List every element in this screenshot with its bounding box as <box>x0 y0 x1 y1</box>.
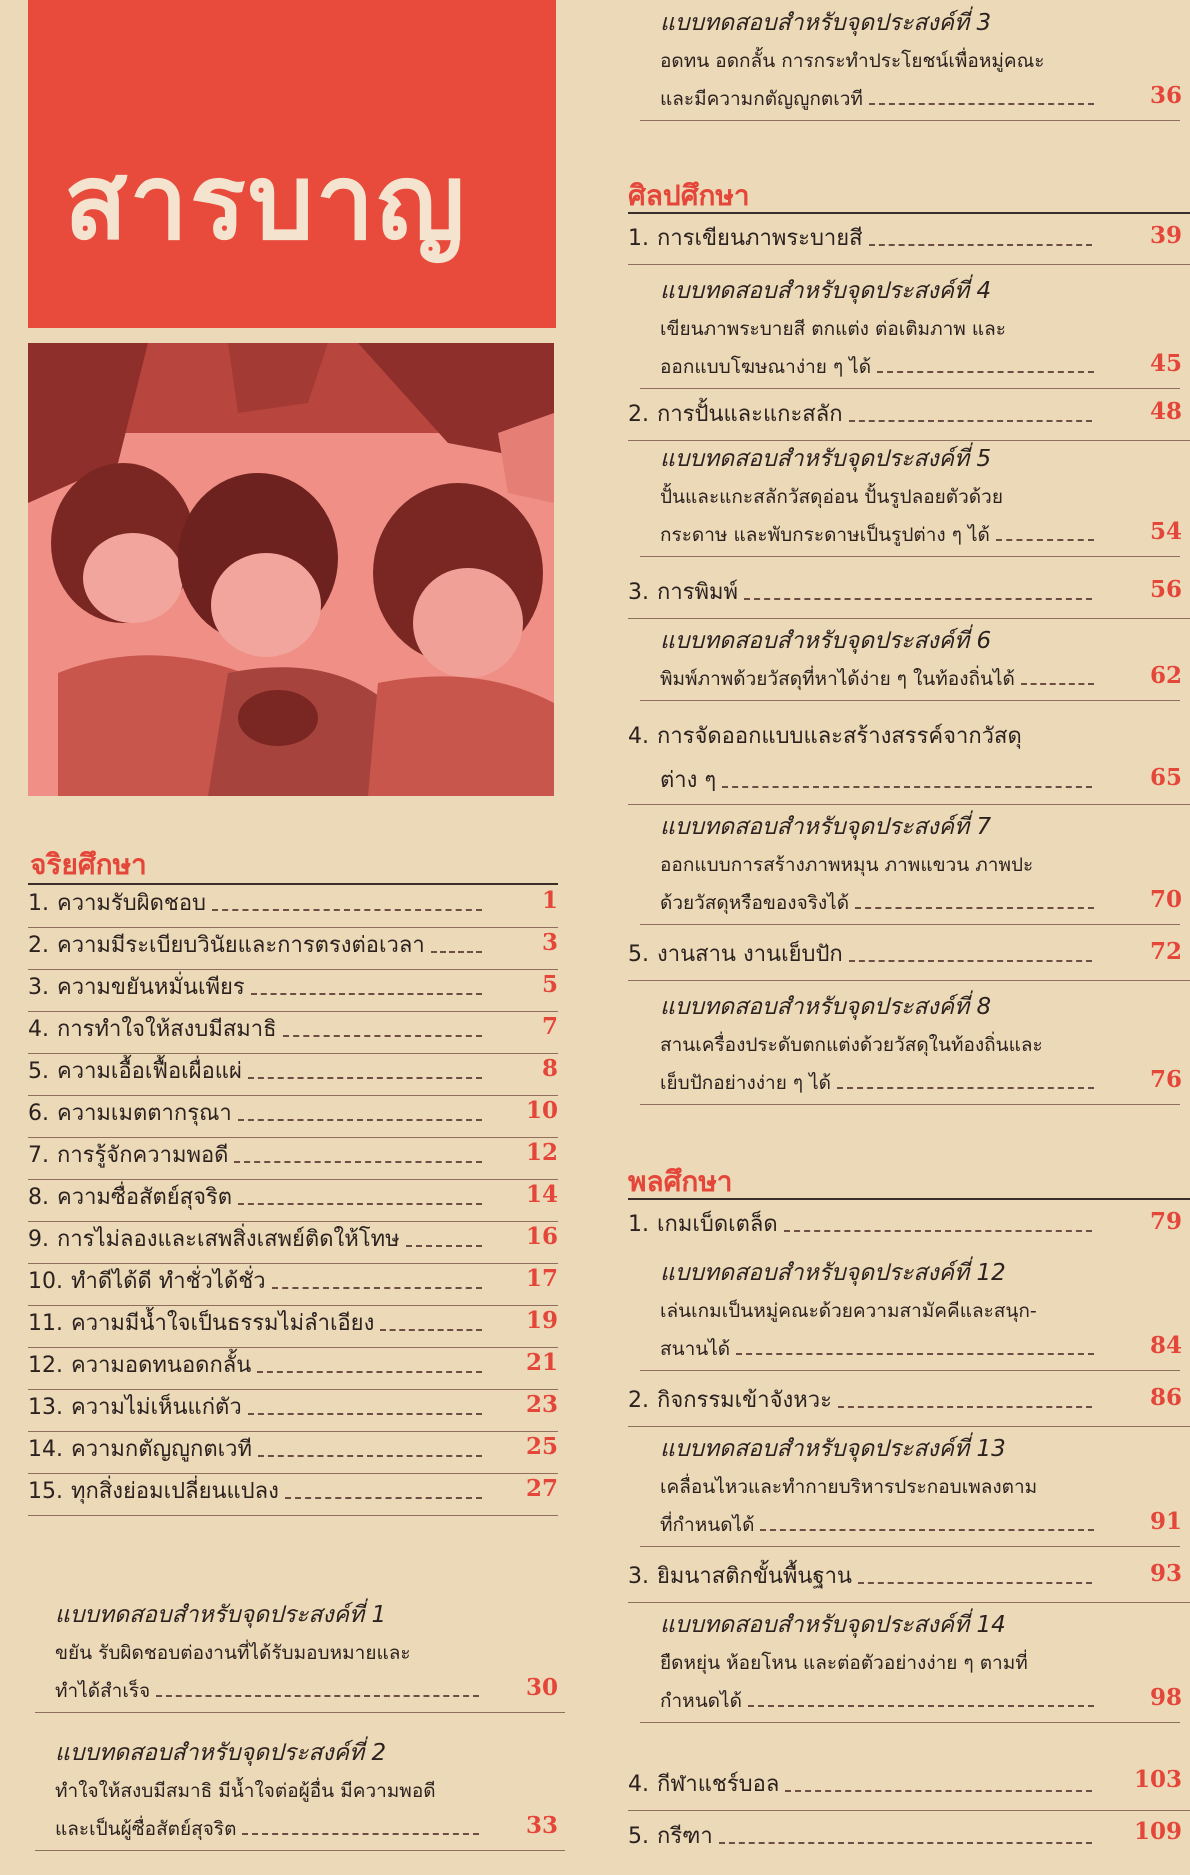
section-title-art: ศิลปศึกษา <box>628 179 750 212</box>
test-page-number: 62 <box>1149 662 1182 689</box>
entry-number: 1. <box>28 891 49 916</box>
entry-number: 15. <box>28 1479 63 1504</box>
row-divider <box>640 556 1180 557</box>
dot-leader <box>238 1119 482 1121</box>
test-page-number: 98 <box>1149 1684 1182 1711</box>
row-divider <box>28 1515 558 1516</box>
entry-label: การจัดออกแบบและสร้างสรรค์จากวัสดุ <box>657 724 1022 749</box>
entry-number: 5. <box>628 1824 649 1849</box>
page-number: 93 <box>1149 1560 1182 1587</box>
dot-leader <box>748 1705 1094 1707</box>
entry-number: 4. <box>628 724 649 749</box>
entry-number: 3. <box>628 580 649 605</box>
entry-label: การเขียนภาพระบายสี <box>657 226 863 251</box>
test-description: เคลื่อนไหวและทำกายบริหารประกอบเพลงตาม <box>660 1476 1038 1498</box>
row-divider <box>28 1473 558 1474</box>
section-title-ethics: จริยศึกษา <box>30 848 147 881</box>
entry-number: 14. <box>28 1437 63 1462</box>
entry-number: 2. <box>628 402 649 427</box>
ethics-entry[interactable] <box>28 1187 488 1209</box>
dot-leader <box>248 1413 482 1415</box>
entry-label: เกมเบ็ดเตล็ด <box>657 1212 778 1237</box>
test-heading[interactable]: แบบทดสอบสำหรับจุดประสงค์ที่ 3 <box>660 10 992 36</box>
entry-label: ความกตัญญูกตเวที <box>71 1437 253 1462</box>
dot-leader <box>838 1406 1092 1408</box>
dot-leader <box>283 1035 482 1037</box>
test-description-text: และเป็นผู้ซื่อสัตย์สุจริต <box>55 1818 237 1840</box>
entry-label: ทุกสิ่งย่อมเปลี่ยนแปลง <box>71 1479 279 1504</box>
row-divider <box>640 120 1180 121</box>
row-divider <box>640 1722 1180 1723</box>
art-entry[interactable] <box>628 726 1022 748</box>
test-heading[interactable]: แบบทดสอบสำหรับจุดประสงค์ที่ 6 <box>660 628 992 654</box>
test-page-number: 91 <box>1149 1508 1182 1535</box>
pe-entry[interactable] <box>628 1390 1098 1412</box>
row-divider <box>28 1053 558 1054</box>
dot-leader <box>869 103 1094 105</box>
test-page-number: 70 <box>1149 886 1182 913</box>
test-description-last <box>660 526 1100 545</box>
dot-leader <box>251 993 482 995</box>
entry-number: 10. <box>28 1269 63 1294</box>
page-number: 1 <box>541 887 558 914</box>
page-number: 5 <box>541 971 558 998</box>
ethics-entry[interactable] <box>28 1061 488 1083</box>
dot-leader <box>238 1203 482 1205</box>
test-page-number: 45 <box>1149 350 1182 377</box>
dot-leader <box>855 907 1094 909</box>
test-page-number: 36 <box>1149 82 1182 109</box>
right-column <box>620 0 1190 1875</box>
art-entry-continued[interactable] <box>660 770 1098 792</box>
row-divider <box>28 1347 558 1348</box>
page-number: 17 <box>525 1265 558 1292</box>
test-description-text: กระดาษ และพับกระดาษเป็นรูปต่าง ๆ ได้ <box>660 524 990 546</box>
entry-number: 2. <box>28 933 49 958</box>
page-number: 14 <box>525 1181 558 1208</box>
children-photo <box>28 343 554 796</box>
art-entry[interactable] <box>628 582 1098 604</box>
row-divider <box>28 1305 558 1306</box>
page-number: 27 <box>525 1475 558 1502</box>
test-description: ปั้นและแกะสลักวัสดุอ่อน ปั้นรูปลอยตัวด้วย <box>660 486 1003 508</box>
test-description-last <box>660 1340 1100 1359</box>
art-entry[interactable] <box>628 944 1098 966</box>
dot-leader <box>996 539 1094 541</box>
entry-label: กิจกรรมเข้าจังหวะ <box>657 1388 832 1413</box>
ethics-entry[interactable] <box>28 1397 488 1419</box>
test-description: เขียนภาพระบายสี ตกแต่ง ต่อเติมภาพ และ <box>660 318 1006 340</box>
entry-number: 3. <box>28 975 49 1000</box>
test-description-last <box>55 1682 485 1701</box>
row-divider <box>640 388 1180 389</box>
page-number: 16 <box>525 1223 558 1250</box>
pe-entry[interactable] <box>628 1826 1098 1848</box>
test-description-text: ที่กำหนดได้ <box>660 1514 755 1536</box>
entry-number: 7. <box>28 1143 49 1168</box>
entry-number: 6. <box>28 1101 49 1126</box>
dot-leader <box>285 1497 482 1499</box>
test-heading[interactable]: แบบทดสอบสำหรับจุดประสงค์ที่ 5 <box>660 446 992 472</box>
dot-leader <box>272 1287 482 1289</box>
dot-leader <box>257 1371 482 1373</box>
page-number: 79 <box>1149 1208 1182 1235</box>
test-heading[interactable]: แบบทดสอบสำหรับจุดประสงค์ที่ 13 <box>660 1436 1006 1462</box>
entry-label: การรู้จักความพอดี <box>57 1143 229 1168</box>
dot-leader <box>406 1245 482 1247</box>
row-divider <box>640 1104 1180 1105</box>
entry-number: 8. <box>28 1185 49 1210</box>
ethics-entry[interactable] <box>28 1145 488 1167</box>
page-number: 10 <box>525 1097 558 1124</box>
dot-leader <box>849 960 1092 962</box>
test-description-text: เย็บปักอย่างง่าย ๆ ได้ <box>660 1072 831 1094</box>
test-page-number: 84 <box>1149 1332 1182 1359</box>
test-heading[interactable]: แบบทดสอบสำหรับจุดประสงค์ที่ 8 <box>660 994 992 1020</box>
row-divider <box>28 1011 558 1012</box>
test-heading[interactable]: แบบทดสอบสำหรับจุดประสงค์ที่ 14 <box>660 1612 1006 1638</box>
row-divider <box>35 1712 565 1713</box>
page-number: 23 <box>525 1391 558 1418</box>
row-divider <box>628 264 1190 265</box>
page-number: 25 <box>525 1433 558 1460</box>
page-number: 72 <box>1149 938 1182 965</box>
test-description-last <box>660 670 1100 689</box>
row-divider <box>640 924 1180 925</box>
test-description: อดทน อดกลั้น การกระทำประโยชน์เพื่อหมู่คณะ <box>660 50 1045 72</box>
test-description-text: สนานได้ <box>660 1338 731 1360</box>
dot-leader <box>784 1230 1092 1232</box>
row-divider <box>28 1431 558 1432</box>
test-description-last <box>660 894 1100 913</box>
entry-label: การปั้นและแกะสลัก <box>657 402 843 427</box>
entry-number: 5. <box>628 942 649 967</box>
test-description-last <box>660 1516 1100 1535</box>
test-description-last <box>55 1820 485 1839</box>
entry-label: ทำดีได้ดี ทำชั่วได้ชั่ว <box>71 1269 266 1294</box>
dot-leader <box>1021 683 1094 685</box>
dot-leader <box>744 598 1092 600</box>
ethics-entry[interactable] <box>28 893 488 915</box>
entry-label: ความรับผิดชอบ <box>57 891 206 916</box>
page-number: 7 <box>541 1013 558 1040</box>
test-page-number: 33 <box>525 1812 558 1839</box>
page-number: 19 <box>525 1307 558 1334</box>
row-divider <box>28 927 558 928</box>
entry-number: 9. <box>28 1227 49 1252</box>
entry-number: 4. <box>628 1772 649 1797</box>
test-heading[interactable]: แบบทดสอบสำหรับจุดประสงค์ที่ 1 <box>55 1602 387 1628</box>
test-description: ทำใจให้สงบมีสมาธิ มีน้ำใจต่อผู้อื่น มีความพอดี <box>55 1780 436 1802</box>
section-divider <box>628 1198 1190 1200</box>
dot-leader <box>242 1833 479 1835</box>
test-description-text: กำหนดได้ <box>660 1690 742 1712</box>
page-number: 109 <box>1133 1818 1182 1845</box>
entry-label: การพิมพ์ <box>657 580 738 605</box>
entry-number: 5. <box>28 1059 49 1084</box>
title-banner <box>28 0 556 328</box>
test-page-number: 54 <box>1149 518 1182 545</box>
entry-label: กีฬาแชร์บอล <box>657 1772 780 1797</box>
ethics-entry[interactable] <box>28 935 488 957</box>
test-page-number: 30 <box>525 1674 558 1701</box>
dot-leader <box>760 1529 1094 1531</box>
pe-entry[interactable] <box>628 1566 1098 1588</box>
test-heading[interactable]: แบบทดสอบสำหรับจุดประสงค์ที่ 7 <box>660 814 992 840</box>
section-divider <box>628 212 1190 214</box>
ethics-entry[interactable] <box>28 1019 488 1041</box>
entry-label: ความมีระเบียบวินัยและการตรงต่อเวลา <box>57 933 425 958</box>
test-description-last <box>660 358 1100 377</box>
row-divider <box>28 1179 558 1180</box>
pe-entry[interactable] <box>628 1774 1098 1796</box>
entry-number: 3. <box>628 1564 649 1589</box>
ethics-entry[interactable] <box>28 1313 488 1335</box>
dot-leader <box>869 244 1092 246</box>
row-divider <box>640 1546 1180 1547</box>
pe-entry[interactable] <box>628 1214 1098 1236</box>
ethics-entry[interactable] <box>28 1103 488 1125</box>
page-number: 65 <box>1149 764 1182 791</box>
dot-leader <box>719 1842 1092 1844</box>
test-description-last <box>660 90 1100 109</box>
page-number: 56 <box>1149 576 1182 603</box>
section-divider <box>28 883 558 885</box>
row-divider <box>628 440 1190 441</box>
test-description-last <box>660 1074 1100 1093</box>
art-entry[interactable] <box>628 404 1098 426</box>
entry-number: 11. <box>28 1311 63 1336</box>
dot-leader <box>248 1077 482 1079</box>
entry-label: ความไม่เห็นแก่ตัว <box>71 1395 242 1420</box>
test-description-text: และมีความกตัญญูกตเวที <box>660 88 863 110</box>
dot-leader <box>722 786 1092 788</box>
ethics-entry[interactable] <box>28 977 488 999</box>
test-description-last <box>660 1692 1100 1711</box>
row-divider <box>28 969 558 970</box>
entry-label: การทำใจให้สงบมีสมาธิ <box>57 1017 277 1042</box>
test-description: ขยัน รับผิดชอบต่องานที่ได้รับมอบหมายและ <box>55 1642 411 1664</box>
test-description-text: พิมพ์ภาพด้วยวัสดุที่หาได้ง่าย ๆ ในท้องถิ่นได้ <box>660 668 1015 690</box>
entry-label: ความเมตตากรุณา <box>57 1101 232 1126</box>
children-photo-illustration <box>28 343 554 796</box>
row-divider <box>640 1370 1180 1371</box>
entry-number: 2. <box>628 1388 649 1413</box>
entry-label: งานสาน งานเย็บปัก <box>657 942 843 967</box>
row-divider <box>28 1221 558 1222</box>
ethics-entry[interactable] <box>28 1439 488 1461</box>
entry-number: 1. <box>628 1212 649 1237</box>
row-divider <box>640 700 1180 701</box>
art-entry[interactable] <box>628 228 1098 250</box>
dot-leader <box>858 1582 1092 1584</box>
entry-number: 12. <box>28 1353 63 1378</box>
test-page-number: 76 <box>1149 1066 1182 1093</box>
entry-number: 4. <box>28 1017 49 1042</box>
dot-leader <box>785 1790 1092 1792</box>
row-divider <box>28 1137 558 1138</box>
dot-leader <box>156 1695 479 1697</box>
entry-label: ความเอื้อเฟื้อเผื่อแผ่ <box>57 1059 242 1084</box>
ethics-entry[interactable] <box>28 1481 488 1503</box>
entry-label: ความซื่อสัตย์สุจริต <box>57 1185 233 1210</box>
row-divider <box>628 1426 1190 1427</box>
test-description: ออกแบบการสร้างภาพหมุน ภาพแขวน ภาพปะ <box>660 854 1034 876</box>
test-heading[interactable]: แบบทดสอบสำหรับจุดประสงค์ที่ 2 <box>55 1740 387 1766</box>
page-number: 12 <box>525 1139 558 1166</box>
row-divider <box>628 804 1190 805</box>
row-divider <box>28 1389 558 1390</box>
dot-leader <box>258 1455 482 1457</box>
row-divider <box>628 1602 1190 1603</box>
dot-leader <box>837 1087 1094 1089</box>
ethics-entry[interactable] <box>28 1229 488 1251</box>
test-description-text: ออกแบบโฆษณาง่าย ๆ ได้ <box>660 356 872 378</box>
entry-label: การไม่ลองและเสพสิ่งเสพย์ติดให้โทษ <box>57 1227 400 1252</box>
page-number: 103 <box>1133 1766 1182 1793</box>
dot-leader <box>849 420 1092 422</box>
entry-label: ความขยันหมั่นเพียร <box>57 975 245 1000</box>
page-number: 39 <box>1149 222 1182 249</box>
dot-leader <box>234 1161 482 1163</box>
test-description: สานเครื่องประดับตกแต่งด้วยวัสดุในท้องถิ่นและ <box>660 1034 1043 1056</box>
entry-label: ความมีน้ำใจเป็นธรรมไม่ลำเอียง <box>71 1311 375 1336</box>
test-description-text: ด้วยวัสดุหรือของจริงได้ <box>660 892 850 914</box>
test-description: เล่นเกมเป็นหมู่คณะด้วยความสามัคคีและสนุก- <box>660 1300 1037 1322</box>
test-heading[interactable]: แบบทดสอบสำหรับจุดประสงค์ที่ 12 <box>660 1260 1006 1286</box>
dot-leader <box>877 371 1094 373</box>
row-divider <box>628 1810 1190 1811</box>
entry-label-continued: ต่าง ๆ <box>660 768 717 793</box>
section-title-pe: พลศึกษา <box>628 1165 733 1198</box>
page-number: 3 <box>541 929 558 956</box>
dot-leader <box>380 1329 482 1331</box>
row-divider <box>28 1095 558 1096</box>
dot-leader <box>736 1353 1094 1355</box>
dot-leader <box>431 951 482 953</box>
entry-label: ยิมนาสติกขั้นพื้นฐาน <box>657 1564 852 1589</box>
entry-label: ความอดทนอดกลั้น <box>71 1353 252 1378</box>
left-column <box>0 0 560 1875</box>
test-heading[interactable]: แบบทดสอบสำหรับจุดประสงค์ที่ 4 <box>660 278 992 304</box>
page-title: สารบาญ <box>64 141 467 263</box>
test-description-text: ทำได้สำเร็จ <box>55 1680 151 1702</box>
dot-leader <box>212 909 482 911</box>
test-description: ยืดหยุ่น ห้อยโหน และต่อตัวอย่างง่าย ๆ ตามที่ <box>660 1652 1028 1674</box>
row-divider <box>628 980 1190 981</box>
page-number: 21 <box>525 1349 558 1376</box>
row-divider <box>35 1850 565 1851</box>
page-number: 48 <box>1149 398 1182 425</box>
entry-number: 1. <box>628 226 649 251</box>
row-divider <box>28 1263 558 1264</box>
ethics-entry[interactable] <box>28 1355 488 1377</box>
entry-label: กรีฑา <box>657 1824 713 1849</box>
ethics-entry[interactable] <box>28 1271 488 1293</box>
row-divider <box>628 618 1190 619</box>
entry-number: 13. <box>28 1395 63 1420</box>
page-number: 86 <box>1149 1384 1182 1411</box>
page-number: 8 <box>541 1055 558 1082</box>
